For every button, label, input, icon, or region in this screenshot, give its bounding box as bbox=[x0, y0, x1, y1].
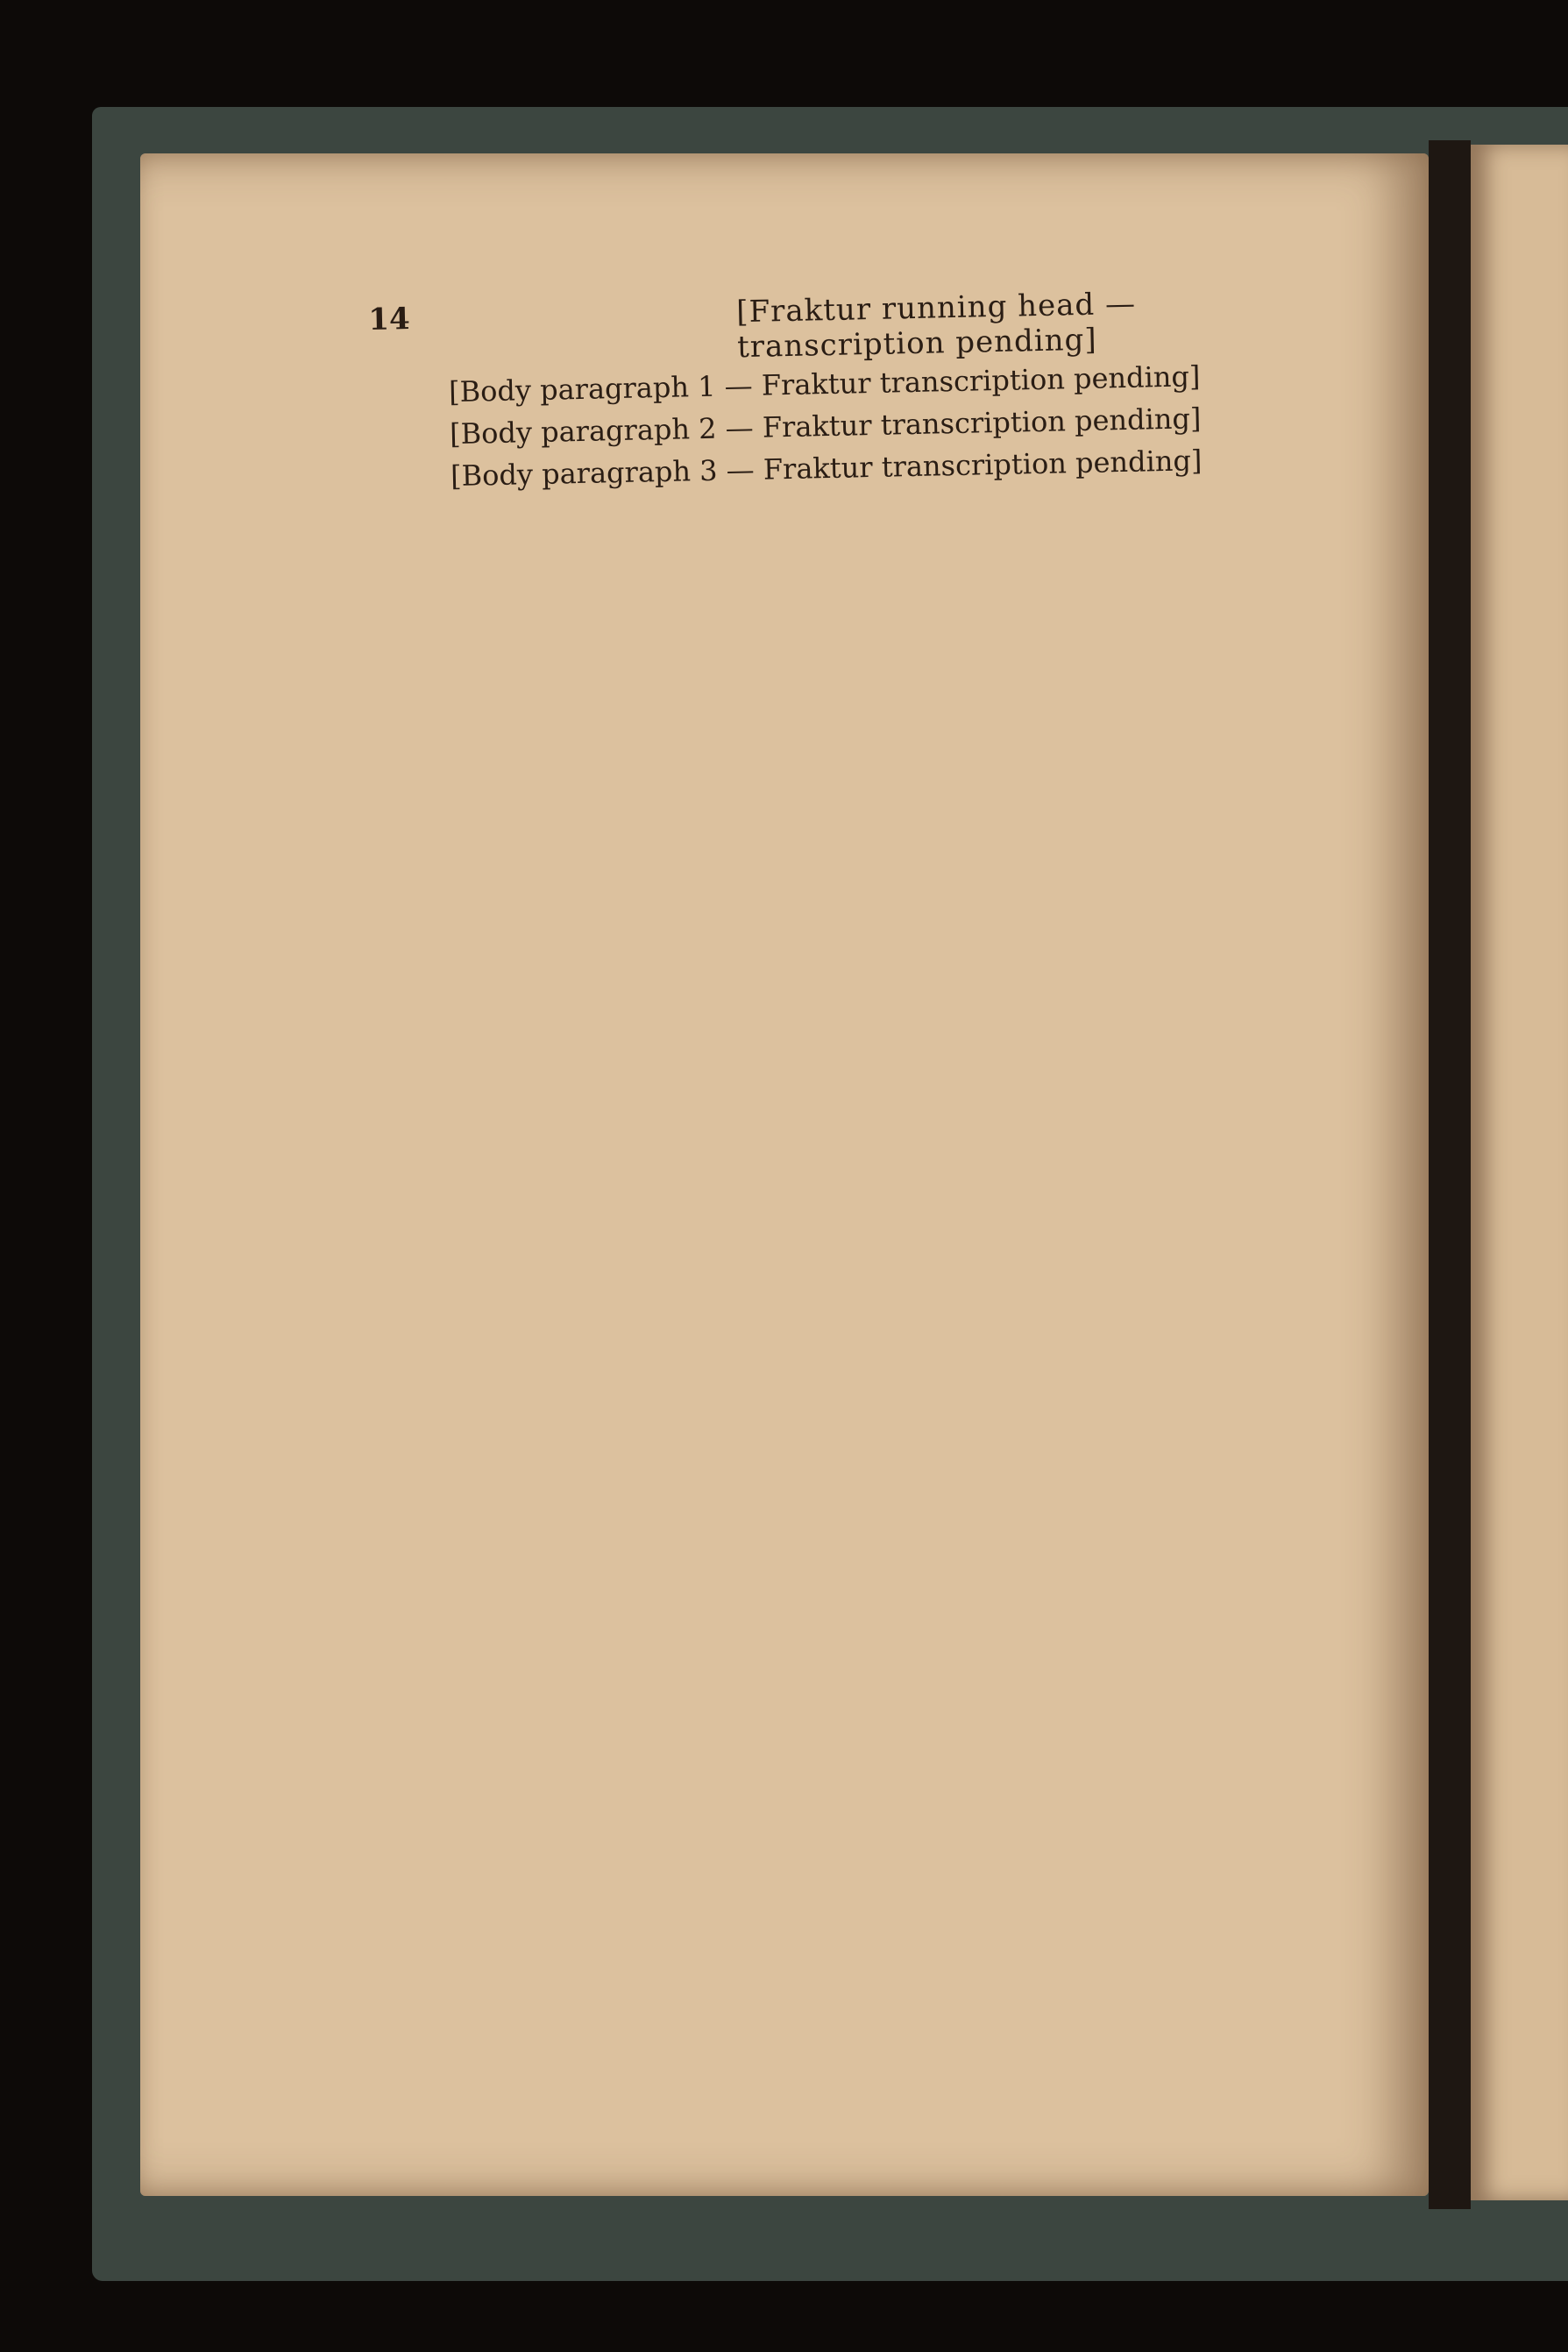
page-number: 14 bbox=[368, 302, 411, 338]
paragraph: [Body paragraph 3 — Fraktur transcription pending] bbox=[450, 444, 1203, 494]
right-page bbox=[1471, 145, 1568, 2200]
paragraph: [Body paragraph 2 — Fraktur transcription pending] bbox=[449, 401, 1202, 451]
running-head-title: [Fraktur running head — transcription pending] bbox=[735, 286, 1137, 366]
book-gutter bbox=[1429, 140, 1471, 2209]
page-text-area bbox=[368, 282, 1345, 499]
paragraph: [Body paragraph 1 — Fraktur transcription pending] bbox=[448, 359, 1201, 409]
body-text bbox=[370, 352, 1345, 499]
